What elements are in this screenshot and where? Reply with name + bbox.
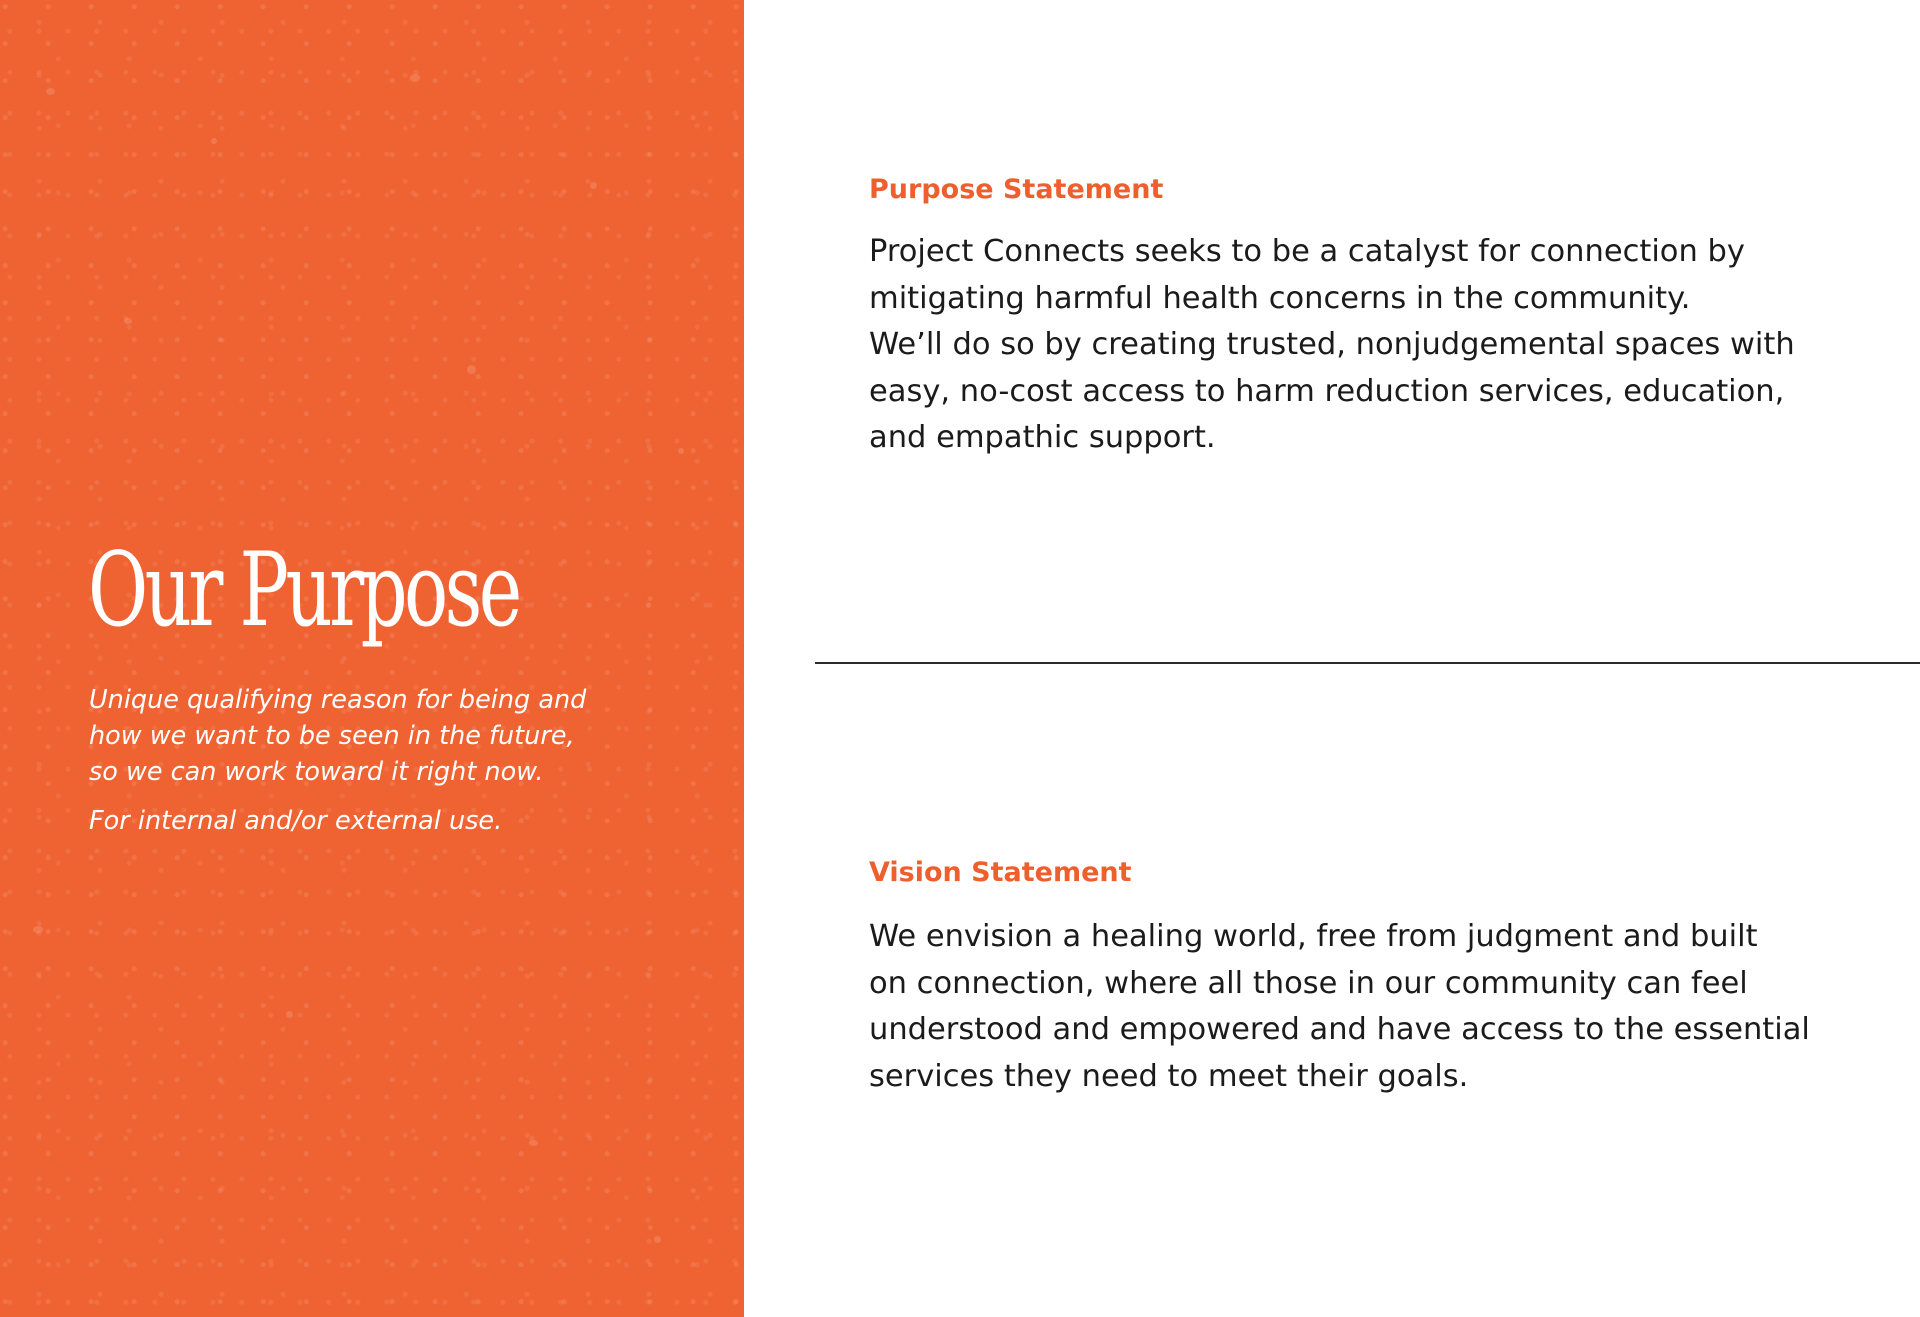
texture-speckle xyxy=(46,88,55,95)
texture-speckle xyxy=(211,138,217,144)
texture-speckle xyxy=(529,1140,538,1146)
vision-statement-line: services they need to meet their goals. xyxy=(869,1058,1469,1094)
purpose-statement-line: easy, no-cost access to harm reduction services, education, xyxy=(869,373,1785,409)
texture-speckle xyxy=(467,365,476,374)
texture-speckle xyxy=(124,318,132,324)
page-title: Our Purpose xyxy=(88,531,519,650)
vision-statement-line: on connection, where all those in our community can feel xyxy=(869,965,1748,1001)
vision-statement-line: We envision a healing world, free from judgment and built xyxy=(869,919,1758,954)
texture-speckle xyxy=(678,448,684,454)
vision-statement-heading: Vision Statement xyxy=(869,857,1132,888)
purpose-statement-heading: Purpose Statement xyxy=(869,174,1164,205)
purpose-statement-line: and empathic support. xyxy=(869,420,1216,455)
section-divider xyxy=(815,662,1920,664)
subtitle-line: Unique qualifying reason for being and xyxy=(89,685,587,715)
purpose-statement-line: Project Connects seeks to be a catalyst for connection by xyxy=(869,234,1745,269)
texture-speckle xyxy=(654,1236,661,1243)
subtitle-line: how we want to be seen in the future, xyxy=(89,721,575,751)
purpose-statement-body xyxy=(869,229,1869,462)
texture-speckle xyxy=(33,926,43,933)
purpose-statement-line: We’ll do so by creating trusted, nonjudgemental spaces with xyxy=(869,327,1795,362)
left-panel xyxy=(0,0,744,1317)
texture-speckle xyxy=(410,74,420,82)
vision-statement-body xyxy=(869,914,1869,1100)
vision-statement-line: understood and empowered and have access to the essential xyxy=(869,1012,1810,1047)
usage-note: For internal and/or external use. xyxy=(89,806,503,836)
subtitle-line: so we can work toward it right now. xyxy=(89,757,544,787)
texture-speckle xyxy=(590,182,597,189)
texture-speckle xyxy=(286,1011,293,1018)
page-subtitle xyxy=(89,682,629,790)
purpose-statement-line: mitigating harmful health concerns in the community. xyxy=(869,280,1691,316)
